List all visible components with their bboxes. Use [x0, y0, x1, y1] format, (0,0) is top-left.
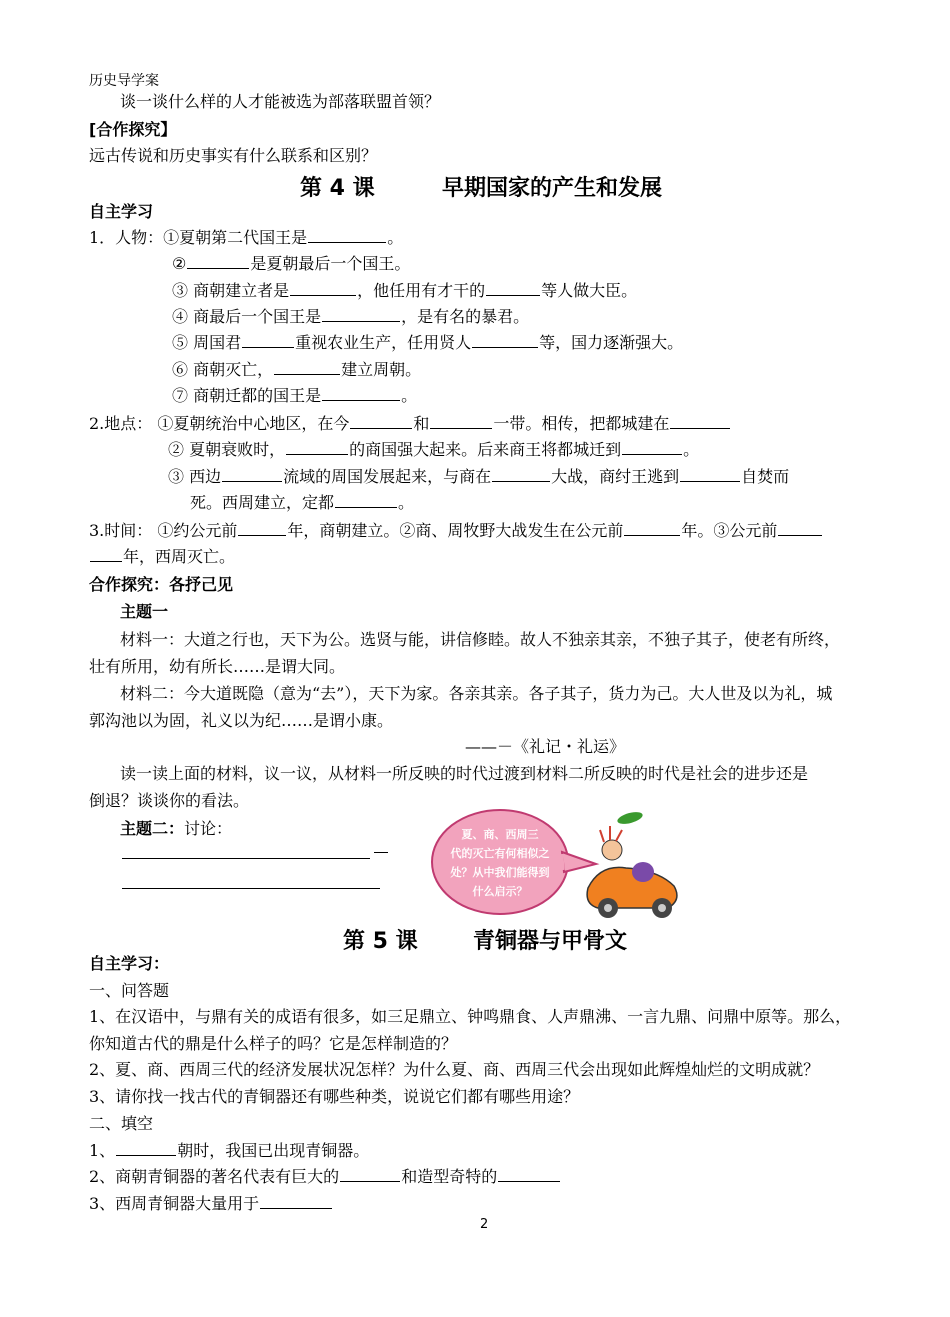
blank[interactable] — [322, 306, 400, 322]
blank[interactable] — [286, 439, 348, 455]
blank[interactable] — [486, 280, 540, 296]
car-driver-icon — [587, 810, 677, 918]
place-line-3: ③ 西边 流域的周国发展起来，与商在 大战，商纣王逃到 自焚而 — [168, 467, 790, 486]
question-1-line-2: 你知道古代的鼎是什么样子的吗？它是怎样制造的？ — [89, 1034, 458, 1053]
question-legend: 远古传说和历史事实有什么联系和区别？ — [89, 146, 378, 165]
time-line-1: 3.时间： ①约公元前 年，商朝建立。②商、周牧野大战发生在公元前 年。③公元前 — [89, 520, 823, 542]
place-line-4: 死。西周建立，定都 。 — [190, 493, 415, 512]
answer-line-1[interactable] — [122, 858, 370, 859]
bubble-line-4: 什么启示？ — [472, 885, 528, 898]
cooperative-heading: [合作探究】 — [89, 120, 177, 139]
cartoon-illustration — [430, 808, 692, 932]
blank[interactable] — [290, 280, 356, 296]
page-number: 2 — [480, 1217, 489, 1232]
blank[interactable] — [222, 466, 282, 482]
source-citation: ——－《礼记・礼运》 — [465, 737, 626, 756]
lesson4-number: 第 4 课 — [300, 176, 375, 201]
blank[interactable] — [622, 439, 682, 455]
question-1-line-1: 1、在汉语中，与鼎有关的成语有很多，如三足鼎立、钟鸣鼎食、人声鼎沸、一言九鼎、问鼎中原等。那么， — [89, 1007, 852, 1026]
person-line-2: ② 是夏朝最后一个国王。 — [172, 254, 411, 273]
section-qa: 一、问答题 — [89, 981, 170, 1000]
blank[interactable] — [187, 253, 249, 269]
bubble-line-2: 代的灭亡有何相似之 — [450, 847, 550, 860]
person-line-1: 1．人物：①夏朝第二代国王是 。 — [89, 228, 404, 247]
place-line-2: ② 夏朝衰败时， 的商国强大起来。后来商王将都城迁到 。 — [168, 440, 700, 459]
bubble-line-1: 夏、商、西周三 — [461, 828, 539, 841]
coop-heading: 合作探究：各抒己见 — [89, 575, 234, 594]
blank[interactable] — [498, 1166, 560, 1182]
blank[interactable] — [624, 520, 680, 536]
section-fill: 二、填空 — [89, 1114, 154, 1133]
theme-one-heading: 主题一 — [120, 602, 169, 621]
lesson5-number: 第 5 课 — [343, 929, 418, 954]
person-line-6: ⑥ 商朝灭亡， 建立周朝。 — [172, 360, 422, 379]
blank[interactable] — [242, 332, 294, 348]
blank[interactable] — [472, 332, 538, 348]
lesson5-name: 青铜器与甲骨文 — [472, 929, 627, 954]
blank[interactable] — [308, 227, 386, 243]
blank[interactable] — [260, 1193, 332, 1209]
blank[interactable] — [322, 385, 400, 401]
blank[interactable] — [778, 520, 822, 536]
blank[interactable] — [90, 546, 122, 562]
time-line-2: 年，西周灭亡。 — [89, 546, 235, 568]
blank[interactable] — [430, 413, 492, 429]
blank[interactable] — [274, 359, 340, 375]
blank[interactable] — [492, 466, 550, 482]
blank[interactable] — [116, 1140, 176, 1156]
blank[interactable] — [238, 520, 286, 536]
person-line-5: ⑤ 周国君 重视农业生产，任用贤人 等，国力逐渐强大。 — [172, 333, 684, 352]
material-one-line-2: 壮有所用，幼有所长……是谓大同。 — [89, 657, 346, 676]
page-header: 历史导学案 — [89, 73, 159, 89]
lesson4-name: 早期国家的产生和发展 — [441, 176, 662, 201]
question-2: 2、夏、商、西周三代的经济发展状况怎样？为什么夏、商、西周三代会出现如此辉煌灿烂的文明成就？ — [89, 1060, 820, 1079]
bubble-line-3: 处？从中我们能得到 — [450, 866, 550, 879]
person-line-7: ⑦ 商朝迁都的国王是 。 — [172, 386, 418, 405]
fill-2: 2、商朝青铜器的著名代表有巨大的 和造型奇特的 — [89, 1166, 561, 1188]
person-line-4: ④ 商最后一个国王是 ，是有名的暴君。 — [172, 307, 530, 326]
lesson5-self-study: 自主学习： — [89, 954, 170, 973]
place-line-1: 2.地点： ①夏朝统治中心地区，在今 和 一带。相传，把都城建在 — [89, 413, 731, 435]
speech-bubble — [432, 810, 596, 914]
answer-line-1-tail — [374, 852, 388, 853]
lesson5-title — [343, 924, 627, 955]
person-line-3: ③ 商朝建立者是 ，他任用有才干的 等人做大臣。 — [172, 281, 638, 300]
answer-line-2[interactable] — [122, 888, 380, 889]
question-3: 3、请你找一找古代的青铜器还有哪些种类，说说它们都有哪些用途？ — [89, 1087, 580, 1106]
blank[interactable] — [680, 466, 740, 482]
material-two-line-2: 郭沟池以为固，礼义以为纪……是谓小康。 — [89, 711, 394, 730]
self-study-heading: 自主学习 — [89, 202, 154, 221]
material-one-line-1: 材料一：大道之行也，天下为公。选贤与能，讲信修睦。故人不独亲其亲，不独子其子，使老有所终， — [120, 630, 841, 649]
fill-1: 1、 朝时，我国已出现青铜器。 — [89, 1141, 370, 1160]
lesson4-title — [300, 171, 662, 202]
material-two-line-1: 材料二：今大道既隐（意为“去”），天下为家。各亲其亲。各子其子，货力为己。大人世及以为礼，城 — [120, 684, 833, 703]
read-prompt-line-2: 倒退？谈谈你的看法。 — [89, 791, 250, 810]
blank[interactable] — [340, 1166, 400, 1182]
read-prompt-line-1: 读一读上面的材料，议一议，从材料一所反映的时代过渡到材料二所反映的时代是社会的进步还是 — [120, 764, 809, 783]
theme-two-heading: 主题二：讨论： — [120, 819, 233, 838]
question-leader: 谈一谈什么样的人才能被选为部落联盟首领？ — [120, 92, 441, 111]
blank[interactable] — [350, 413, 412, 429]
blank[interactable] — [670, 413, 730, 429]
blank[interactable] — [335, 492, 397, 508]
fill-3: 3、西周青铜器大量用于 — [89, 1193, 333, 1215]
